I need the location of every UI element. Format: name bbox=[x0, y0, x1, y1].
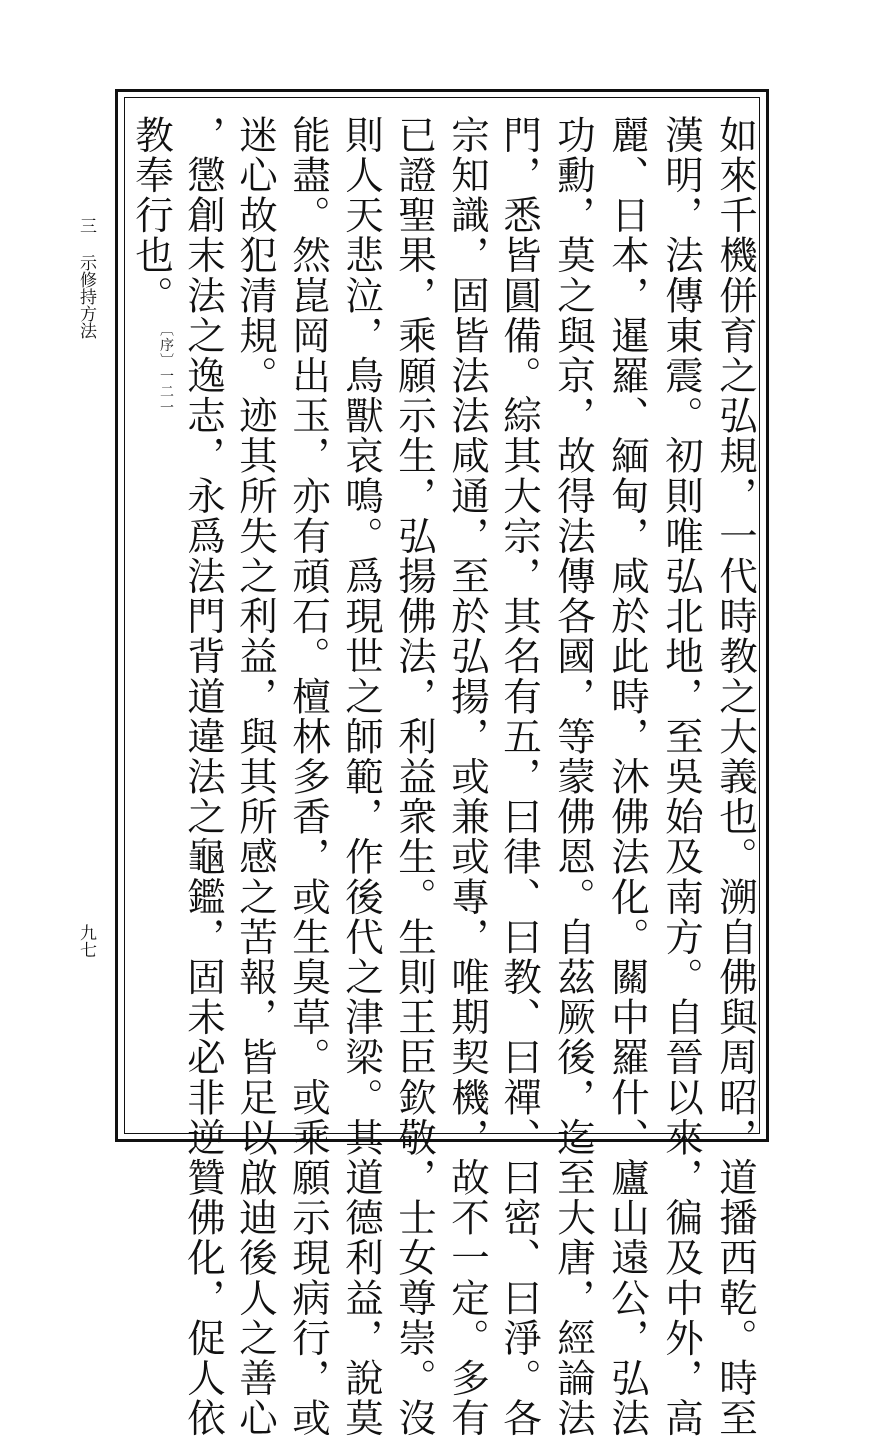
page-number: 九七 bbox=[76, 924, 96, 958]
text-column-2: 漢明，法傳東震。初則唯弘北地，至吳始及南方。自晉以來，徧及中外，高 bbox=[659, 115, 704, 1438]
source-note-line2: 一二一 bbox=[158, 368, 174, 416]
running-header bbox=[76, 217, 96, 339]
text-column-10: 迷心故犯清規。迹其所失之利益，與其所感之苦報，皆足以啟迪後人之善心 bbox=[233, 115, 278, 1438]
text-column-5: 門，悉皆圓備。綜其大宗，其名有五，曰律、曰教、曰禪、曰密、曰淨。各 bbox=[497, 115, 542, 1438]
text-column-12 bbox=[128, 115, 174, 415]
chapter-number: 三 bbox=[76, 217, 96, 234]
last-column-text: 教奉行也。 bbox=[129, 115, 174, 316]
text-column-9: 能盡。然崑岡出玉，亦有頑石。檀林多香，或生臭草。或乘願示現病行，或 bbox=[286, 115, 331, 1438]
text-column-6: 宗知識，固皆法法咸通，至於弘揚，或兼或專，唯期契機，故不一定。多有 bbox=[445, 115, 490, 1438]
text-column-3: 麗、日本，暹羅、緬甸，咸於此時，沐佛法化。關中羅什、廬山遠公，弘法 bbox=[605, 115, 650, 1438]
text-column-1: 如來千機併育之弘規，一代時教之大義也。溯自佛與周昭，道播西乾。時至 bbox=[713, 115, 758, 1438]
chapter-title: 示修持方法 bbox=[76, 254, 96, 339]
text-column-11: ，懲創末法之逸志，永爲法門背道違法之龜鑑，固未必非逆贊佛化，促人依 bbox=[181, 115, 226, 1438]
text-column-4: 功勳，莫之與京，故得法傳各國，等蒙佛恩。自茲厥後，迄至大唐，經論法 bbox=[551, 115, 596, 1438]
text-column-7: 已證聖果，乘願示生，弘揚佛法，利益衆生。生則王臣欽敬，士女尊崇。沒 bbox=[392, 115, 437, 1438]
source-note-line1: 〔序〕 bbox=[158, 321, 174, 369]
source-note bbox=[158, 322, 174, 416]
text-column-8: 則人天悲泣，鳥獸哀鳴。爲現世之師範，作後代之津梁。其道德利益，說莫 bbox=[339, 115, 384, 1438]
